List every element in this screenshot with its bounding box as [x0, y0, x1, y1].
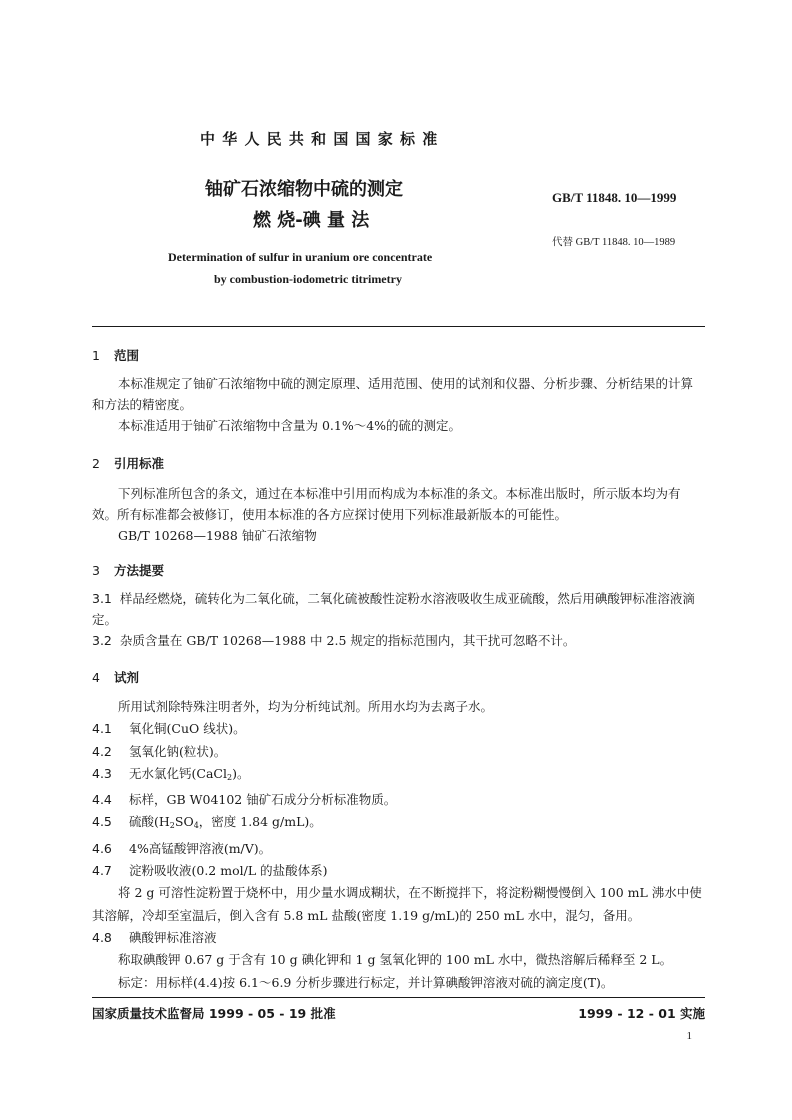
reagent-item [92, 789, 705, 811]
reagent-item [92, 860, 705, 882]
item-text: )。 [232, 765, 250, 781]
section-4-heading [92, 668, 139, 686]
title-chinese-line1: 铀矿石浓缩物中硫的测定 [205, 179, 403, 200]
clause-number: 3.2 [92, 633, 112, 648]
issuing-organization: 中 华 人 民 共 和 国 国 家 标 准 [200, 130, 439, 148]
reagent-item [92, 927, 705, 949]
clause-3-2 [92, 630, 705, 651]
title-english-line2: by combustion-iodometric titrimetry [214, 272, 402, 286]
subscript: 4 [193, 821, 199, 831]
implementation-line: 1999 - 12 - 01 实施 [578, 1006, 705, 1021]
clause-number: 3.1 [92, 591, 112, 606]
section-number: 4 [92, 670, 100, 685]
section-1-heading [92, 346, 139, 364]
item-text: 淀粉吸收液(0.2 mol/L 的盐酸体系) [129, 863, 328, 879]
clause-text: 样品经燃烧，硫转化为二氧化硫，二氧化硫被酸性淀粉水溶液吸收生成亚硫酸，然后用碘酸钾标准溶液滴定。 [92, 591, 695, 627]
section-4-body [92, 696, 705, 994]
item-text: 氢氧化钠(粒状)。 [129, 743, 227, 759]
item-text: 标样，GB W04102 铀矿石成分分析标准物质。 [129, 792, 397, 808]
section-title: 方法提要 [114, 563, 165, 578]
approval-line: 国家质量技术监督局 1999 - 05 - 19 批准 [92, 1006, 336, 1021]
footer-divider [92, 997, 705, 998]
section-2-heading [92, 454, 164, 472]
item-number: 4.2 [92, 743, 112, 759]
normative-reference: GB/T 10268—1988 铀矿石浓缩物 [118, 528, 317, 543]
reagent-item [92, 718, 705, 740]
paragraph: 下列标准所包含的条文，通过在本标准中引用而构成为本标准的条文。本标准出版时，所示版本均为有效。所有标准都会被修订，使用本标准的各方应探讨使用下列标准最新版本的可能性。 [92, 486, 681, 522]
section-number: 2 [92, 456, 100, 471]
section-title: 试剂 [114, 670, 140, 685]
item-number: 4.5 [92, 814, 112, 830]
reagent-item [92, 741, 705, 763]
reagent-item [92, 838, 705, 860]
title-chinese-line2: 燃 烧-碘 量 法 [253, 210, 370, 231]
item-text: 无水氯化钙(CaCl [129, 765, 227, 781]
paragraph: 所用试剂除特殊注明者外，均为分析纯试剂。所用水均为去离子水。 [118, 699, 494, 714]
item-text: 4%高锰酸钾溶液(m/V)。 [129, 840, 272, 856]
section-2-body [92, 483, 705, 546]
section-number: 1 [92, 348, 100, 363]
item-text: 碘酸钾标准溶液 [129, 929, 217, 945]
item-number: 4.1 [92, 721, 112, 737]
item-text: 硫酸(H [129, 814, 170, 830]
replaces-note: 代替 GB/T 11848. 10—1989 [552, 237, 676, 248]
page-number: 1 [686, 1030, 692, 1042]
item-number: 4.4 [92, 792, 112, 808]
item-number: 4.6 [92, 840, 112, 856]
reagent-item [92, 811, 705, 837]
section-3-heading [92, 561, 164, 579]
item-text: ，密度 1.84 g/mL)。 [198, 814, 322, 830]
item-text: SO [174, 814, 194, 830]
paragraph: 本标准适用于铀矿石浓缩物中含量为 0.1%～4%的硫的测定。 [118, 418, 462, 433]
subscript: 2 [169, 821, 175, 831]
standard-number: GB/T 11848. 10—1999 [552, 190, 677, 205]
subscript: 2 [226, 772, 233, 782]
item-number: 4.8 [92, 929, 112, 945]
section-title: 引用标准 [114, 456, 165, 471]
item-number: 4.7 [92, 863, 112, 879]
section-3-body [92, 588, 705, 651]
paragraph: 将 2 g 可溶性淀粉置于烧杯中，用少量水调成糊状，在不断搅拌下，将淀粉糊慢慢倒入 100 mL 沸水中使其溶解，冷却至室温后，倒入含有 5.8 mL 盐酸(密度 1.19 g/mL)的 250 mL 水中，混匀，备用。 [92, 885, 702, 923]
paragraph: 称取碘酸钾 0.67 g 于含有 10 g 碘化钾和 1 g 氢氧化钾的 100 mL 水中，微热溶解后稀释至 2 L。 [118, 952, 673, 968]
item-number: 4.3 [92, 765, 112, 781]
reagent-item [92, 763, 705, 789]
section-number: 3 [92, 563, 100, 578]
section-1-body [92, 373, 705, 436]
clause-3-1 [92, 588, 705, 630]
clause-text: 杂质含量在 GB/T 10268—1988 中 2.5 规定的指标范围内，其干扰可忽略不计。 [119, 633, 576, 648]
item-text: 氧化铜(CuO 线状)。 [129, 721, 246, 737]
title-english-line1: Determination of sulfur in uranium ore concentrate [168, 250, 433, 264]
header-divider [92, 326, 705, 327]
paragraph: 本标准规定了铀矿石浓缩物中硫的测定原理、适用范围、使用的试剂和仪器、分析步骤、分析结果的计算和方法的精密度。 [92, 376, 694, 412]
section-title: 范围 [114, 348, 140, 363]
paragraph: 标定：用标样(4.4)按 6.1～6.9 分析步骤进行标定，并计算碘酸钾溶液对硫的滴定度(T)。 [118, 974, 614, 990]
